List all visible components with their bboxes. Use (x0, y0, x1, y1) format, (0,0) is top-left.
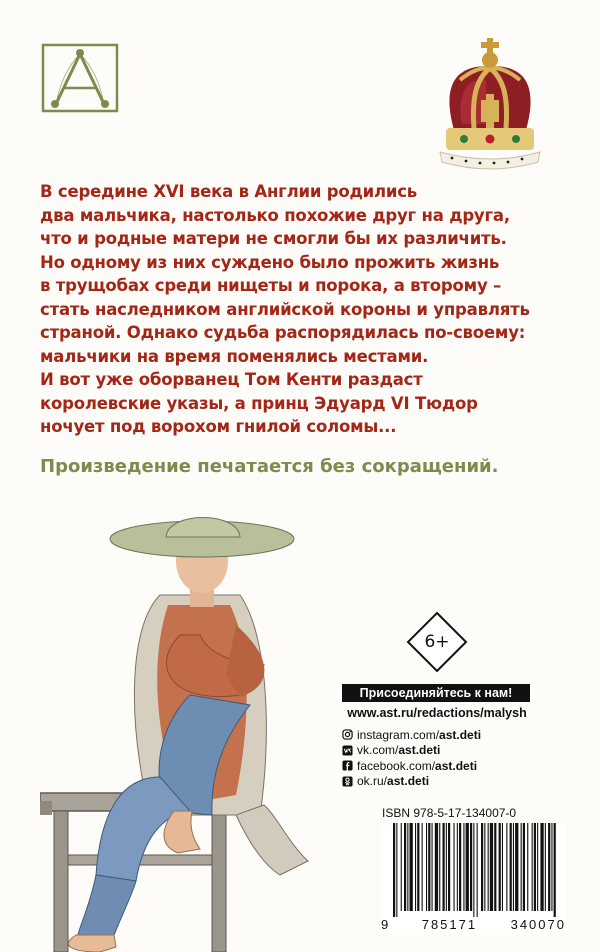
description-line: ночует под ворохом гнилой соломы... (40, 417, 397, 436)
barcode-bars (381, 823, 566, 917)
unabridged-note: Произведение печатается без сокращений. (40, 456, 499, 477)
publisher-logo-icon (40, 42, 120, 114)
barcode-stripe (521, 823, 522, 911)
barcode-stripe (534, 823, 536, 911)
barcode-stripe (532, 823, 533, 911)
description-line: в трущобах среди нищеты и порока, а второму – (40, 276, 502, 295)
social-handle: ast.deti (398, 743, 441, 758)
publisher-website[interactable]: www.ast.ru/redactions/malysh (347, 706, 527, 720)
barcode-stripe (457, 823, 458, 911)
barcode-stripe (488, 823, 489, 911)
odnoklassniki-icon (342, 776, 353, 787)
barcode-stripe (410, 823, 413, 911)
barcode-stripe (499, 823, 501, 911)
barcode-stripe (513, 823, 514, 911)
boy-on-bench-illustration (40, 515, 330, 952)
barcode-stripe (407, 823, 408, 911)
barcode-stripe (481, 823, 483, 911)
barcode-stripe (484, 823, 485, 911)
barcode-stripe (396, 823, 397, 917)
barcode-stripe (443, 823, 445, 911)
instagram-icon (342, 729, 353, 740)
description-line: Но одному из них суждено было прожить жизнь (40, 252, 500, 272)
barcode-stripe (435, 823, 438, 911)
book-description (40, 180, 560, 439)
social-prefix: ok.ru/ (357, 774, 388, 789)
vk-icon (342, 745, 353, 756)
barcode-stripe (551, 823, 552, 911)
crown-illustration (430, 20, 550, 172)
social-link-odnoklassniki[interactable] (342, 774, 481, 790)
barcode-stripe (446, 823, 447, 911)
social-handle: ast.deti (439, 727, 482, 742)
barcode (381, 823, 566, 935)
barcode-stripe (404, 823, 406, 911)
barcode-stripe (506, 823, 507, 911)
description-line: стать наследником английской короны и управлять (40, 299, 530, 319)
barcode-stripe (510, 823, 512, 911)
barcode-stripe (432, 823, 433, 911)
social-prefix: vk.com/ (357, 743, 399, 758)
social-link-facebook[interactable] (342, 758, 481, 774)
barcode-first-digit: 9 (381, 917, 389, 932)
barcode-stripe (494, 823, 496, 911)
social-links (342, 727, 481, 789)
description-line: два мальчика, настолько похожие друг на друга, (40, 205, 510, 225)
facebook-icon (342, 760, 353, 771)
barcode-stripe (470, 823, 472, 911)
barcode-left-group: 785171 (421, 917, 478, 932)
barcode-stripe (422, 823, 423, 911)
barcode-stripe (401, 823, 402, 911)
barcode-stripe (527, 823, 528, 911)
barcode-stripe (490, 823, 493, 911)
barcode-stripe (448, 823, 450, 911)
social-prefix: instagram.com/ (357, 727, 440, 742)
barcode-stripe (523, 823, 525, 911)
social-prefix: facebook.com/ (357, 758, 436, 773)
barcode-stripe (477, 823, 478, 917)
barcode-stripe (428, 823, 430, 911)
barcode-stripe (426, 823, 427, 911)
social-link-vk[interactable] (342, 743, 481, 759)
age-rating: 6+ (424, 632, 450, 652)
barcode-stripe (473, 823, 474, 917)
description-line: королевские указы, а принц Эдуард VI Тюдор (40, 393, 478, 413)
barcode-stripe (548, 823, 550, 911)
barcode-stripe (554, 823, 556, 917)
barcode-stripe (454, 823, 455, 911)
description-line: И вот уже оборванец Том Кенти раздаст (40, 370, 423, 389)
description-line: мальчики на время поменялись местами. (40, 346, 429, 366)
barcode-stripe (463, 823, 464, 911)
join-us-banner: Присоединяйтесь к нам! (342, 684, 530, 702)
barcode-stripe (439, 823, 440, 911)
social-link-instagram[interactable] (342, 727, 481, 743)
barcode-stripe (417, 823, 419, 911)
barcode-right-group: 340070 (510, 917, 566, 932)
barcode-stripe (545, 823, 546, 911)
barcode-stripe (393, 823, 395, 917)
description-line: что и родные матери не смогли бы их различить. (40, 229, 507, 248)
social-handle: ast.deti (435, 758, 478, 773)
barcode-digits (381, 917, 566, 932)
barcode-stripe (415, 823, 416, 911)
social-handle: ast.deti (387, 774, 430, 789)
isbn: ISBN 978-5-17-134007-0 (382, 806, 517, 820)
barcode-stripe (459, 823, 461, 911)
barcode-stripe (502, 823, 503, 911)
description-line: страной. Однако судьба распорядилась по-своему: (40, 323, 526, 342)
description-line: В середине XVI века в Англии родились (40, 182, 418, 201)
barcode-stripe (515, 823, 518, 911)
barcode-stripe (466, 823, 469, 911)
barcode-stripe (537, 823, 538, 911)
barcode-stripe (540, 823, 543, 911)
